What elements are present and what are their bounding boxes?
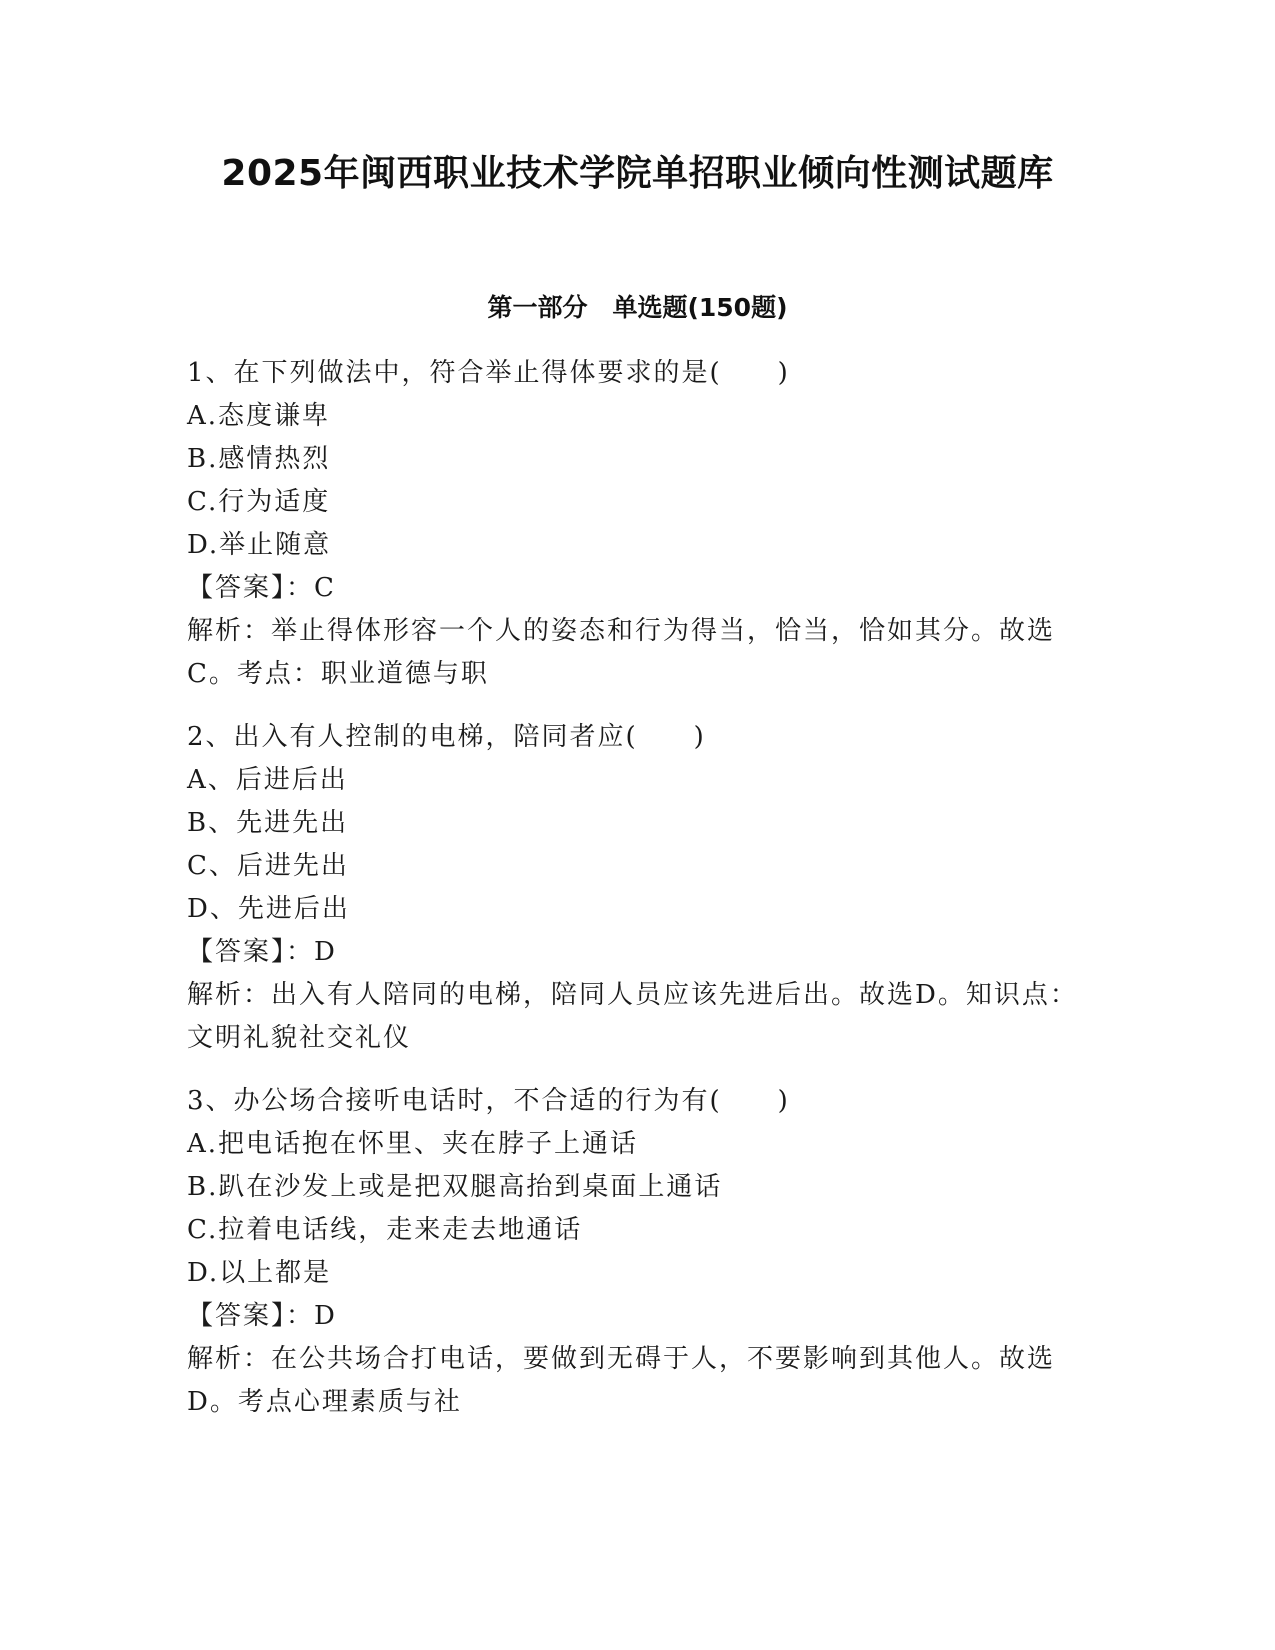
document-title: 2025年闽西职业技术学院单招职业倾向性测试题库 [221, 153, 1054, 194]
option-d: D.举止随意 [187, 530, 332, 560]
option-c: C、后进先出 [187, 851, 349, 881]
question-stem: 3、办公场合接听电话时，不合适的行为有( ) [187, 1086, 790, 1116]
option-a: A.把电话抱在怀里、夹在脖子上通话 [187, 1129, 639, 1159]
question-stem: 2、出入有人控制的电梯，陪同者应( ) [187, 722, 706, 752]
option-b: B、先进先出 [187, 808, 349, 838]
option-d: D.以上都是 [187, 1258, 332, 1288]
option-b: B.感情热烈 [187, 444, 331, 474]
answer-line: 【答案】：D [187, 937, 337, 967]
question-item [187, 1080, 1087, 1424]
option-a: A、后进后出 [187, 765, 348, 795]
analysis-text: 解析：出入有人陪同的电梯，陪同人员应该先进后出。故选D。知识点：文明礼貌社交礼仪 [187, 980, 1078, 1053]
analysis-text: 解析：在公共场合打电话，要做到无碍于人，不要影响到其他人。故选D。考点心理素质与社 [187, 1344, 1056, 1417]
option-c: C.行为适度 [187, 487, 331, 517]
answer-line: 【答案】：C [187, 573, 336, 603]
question-item [187, 352, 1087, 696]
question-item [187, 716, 1087, 1060]
analysis-text: 解析：举止得体形容一个人的姿态和行为得当，恰当，恰如其分。故选C。考点：职业道德与职 [187, 616, 1056, 689]
answer-line: 【答案】：D [187, 1301, 337, 1331]
option-d: D、先进后出 [187, 894, 350, 924]
option-c: C.拉着电话线，走来走去地通话 [187, 1215, 583, 1245]
section-title: 第一部分 单选题(150题) [487, 293, 788, 322]
question-list [187, 352, 1087, 1444]
option-b: B.趴在沙发上或是把双腿高抬到桌面上通话 [187, 1172, 723, 1202]
question-stem: 1、在下列做法中，符合举止得体要求的是( ) [187, 358, 790, 388]
option-a: A.态度谦卑 [187, 401, 331, 431]
